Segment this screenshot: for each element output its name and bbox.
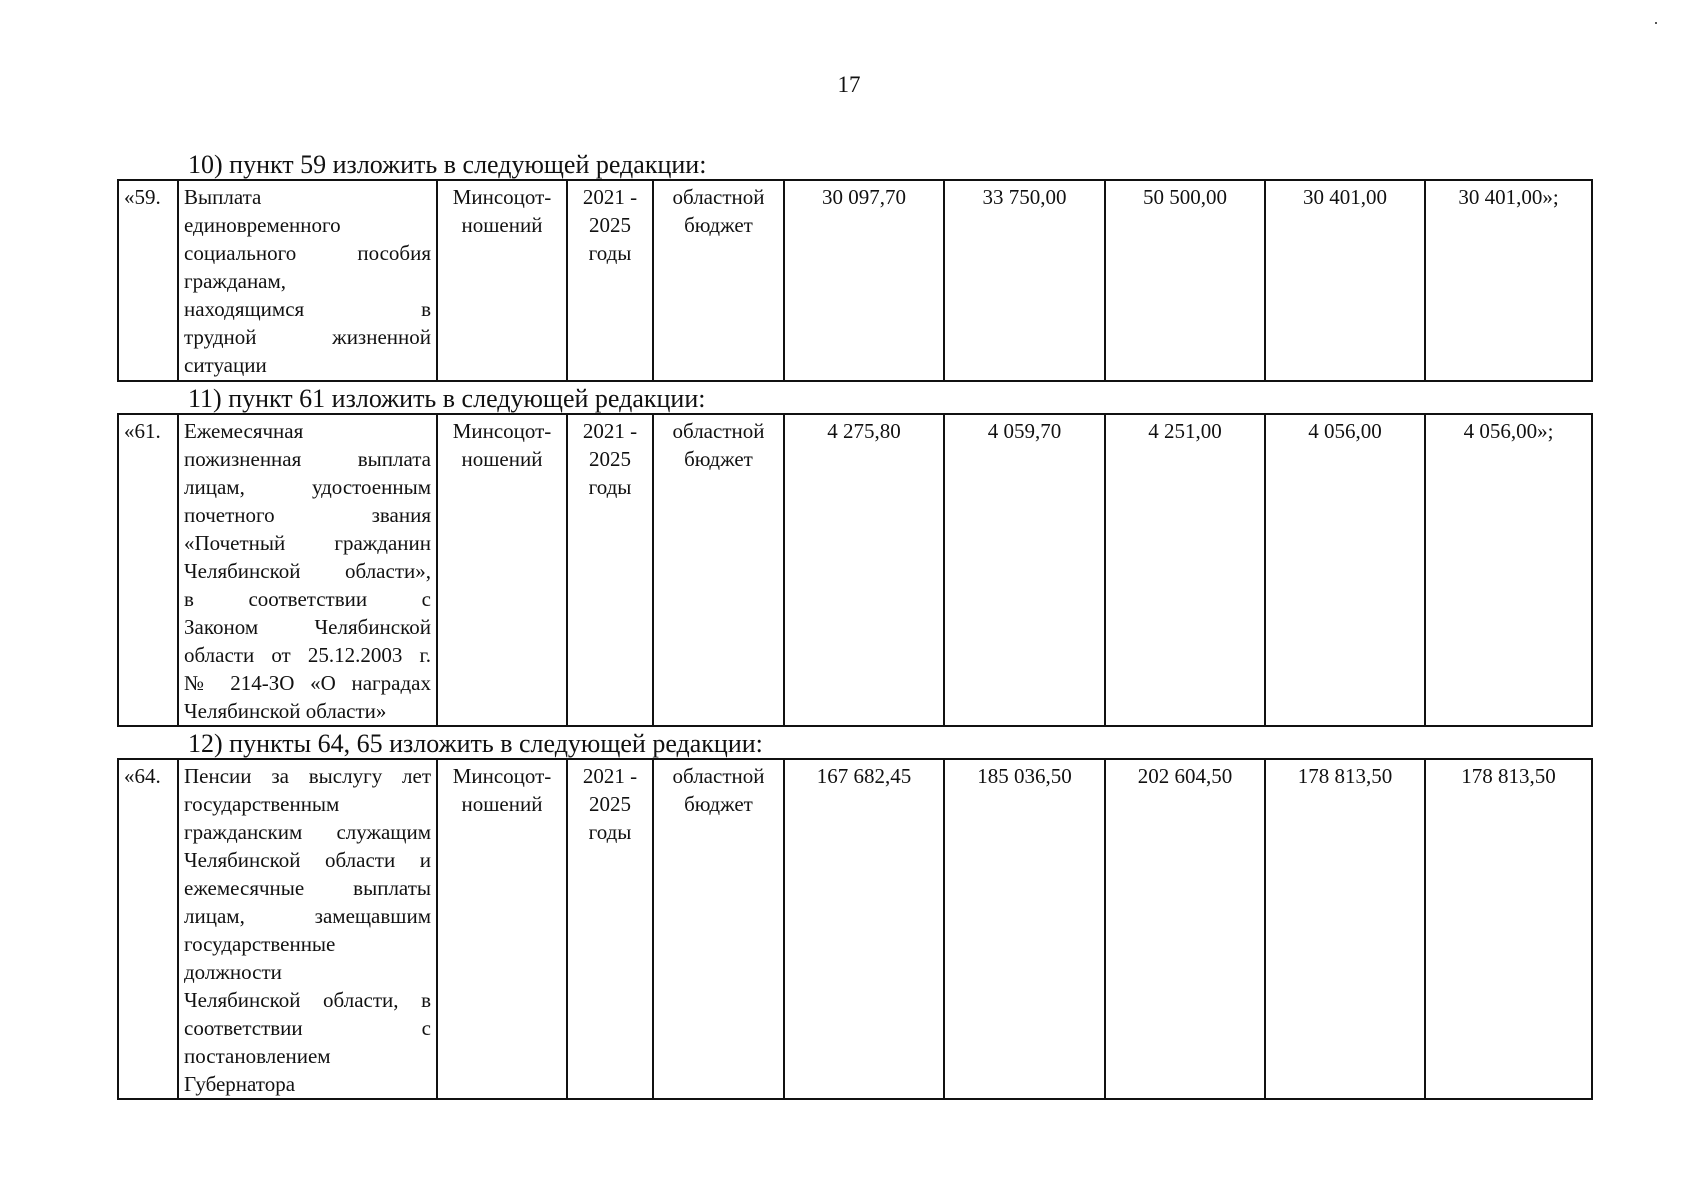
amendment-table: [117, 413, 1593, 727]
period-line: 2025: [589, 792, 631, 816]
description-line: «Почетный гражданин: [184, 531, 431, 555]
amount-cell: 202 604,50: [1105, 759, 1265, 1099]
item-number: «59.: [118, 180, 178, 381]
description-line: должности: [184, 960, 282, 984]
section-heading: 11) пункт 61 изложить в следующей редакции:: [188, 384, 706, 413]
description-line: ситуации: [184, 353, 267, 377]
amount-cell: 50 500,00: [1105, 180, 1265, 381]
section-heading: 10) пункт 59 изложить в следующей редакции:: [188, 150, 707, 179]
description-line: области от 25.12.2003 г.: [184, 643, 431, 667]
funding-source-cell: [653, 759, 784, 1099]
executor-line: Минсоцот-: [452, 419, 552, 443]
description-line: Челябинской области»: [184, 699, 387, 723]
executor-cell: [437, 414, 567, 726]
amount-cell: 4 251,00: [1105, 414, 1265, 726]
description-line: Ежемесячная: [184, 419, 304, 443]
executor-line: ношений: [461, 447, 543, 471]
description-line: пожизненная выплата: [184, 447, 431, 471]
executor-line: Минсоцот-: [452, 185, 552, 209]
description-line: Пенсии за выслугу лет: [184, 764, 431, 788]
executor-line: ношений: [461, 213, 543, 237]
funding-source-cell: [653, 414, 784, 726]
amount-cell: 30 401,00: [1265, 180, 1425, 381]
amount-cell: 4 056,00: [1265, 414, 1425, 726]
executor-cell: [437, 180, 567, 381]
period-line: 2025: [589, 213, 631, 237]
item-number: «61.: [118, 414, 178, 726]
description-line: Выплата: [184, 185, 262, 209]
description-line: государственные: [184, 932, 336, 956]
description-line: № 214-ЗО «О наградах: [184, 671, 431, 695]
table-row: [118, 414, 1592, 726]
item-description: [178, 180, 437, 381]
funding-source-cell: [653, 180, 784, 381]
period-line: 2021 -: [582, 764, 638, 788]
executor-cell: [437, 759, 567, 1099]
table-row: [118, 759, 1592, 1099]
description-line: Челябинской области и: [184, 848, 431, 872]
item-number: «64.: [118, 759, 178, 1099]
funding-source-line: бюджет: [684, 447, 753, 471]
period-line: годы: [588, 475, 632, 499]
description-line: гражданским служащим: [184, 820, 431, 844]
description-line: Челябинской области»,: [184, 559, 431, 583]
executor-line: ношений: [461, 792, 543, 816]
funding-source-line: бюджет: [684, 213, 753, 237]
description-line: Губернатора: [184, 1072, 296, 1096]
item-description: [178, 414, 437, 726]
amount-cell: 4 056,00»;: [1425, 414, 1592, 726]
description-line: лицам, замещавшим: [184, 904, 431, 928]
amount-cell: 167 682,45: [784, 759, 944, 1099]
period-line: 2021 -: [582, 185, 638, 209]
amendment-table: [117, 758, 1593, 1100]
page-number: 17: [837, 72, 861, 97]
amount-cell: 30 097,70: [784, 180, 944, 381]
description-line: в соответствии с: [184, 587, 431, 611]
amount-cell: 178 813,50: [1265, 759, 1425, 1099]
period-cell: [567, 759, 653, 1099]
description-line: находящимся в: [184, 297, 431, 321]
period-line: 2025: [589, 447, 631, 471]
amount-cell: 185 036,50: [944, 759, 1105, 1099]
description-line: трудной жизненной: [184, 325, 431, 349]
description-line: ежемесячные выплаты: [184, 876, 431, 900]
funding-source-line: областной: [672, 185, 765, 209]
description-line: постановлением: [184, 1044, 331, 1068]
funding-source-line: областной: [672, 764, 765, 788]
description-line: государственным: [184, 792, 340, 816]
section-heading: 12) пункты 64, 65 изложить в следующей редакции:: [188, 729, 763, 758]
period-line: годы: [588, 820, 632, 844]
scan-speck: [1655, 22, 1657, 24]
amount-cell: 30 401,00»;: [1425, 180, 1592, 381]
executor-line: Минсоцот-: [452, 764, 552, 788]
amount-cell: 4 059,70: [944, 414, 1105, 726]
description-line: гражданам,: [184, 269, 287, 293]
period-line: 2021 -: [582, 419, 638, 443]
description-line: единовременного: [184, 213, 341, 237]
description-line: Челябинской области, в: [184, 988, 431, 1012]
description-line: соответствии с: [184, 1016, 431, 1040]
description-line: Законом Челябинской: [184, 615, 431, 639]
description-line: лицам, удостоенным: [184, 475, 431, 499]
table-row: [118, 180, 1592, 381]
amount-cell: 4 275,80: [784, 414, 944, 726]
funding-source-line: бюджет: [684, 792, 753, 816]
description-line: социального пособия: [184, 241, 431, 265]
funding-source-line: областной: [672, 419, 765, 443]
amendment-table: [117, 179, 1593, 382]
amount-cell: 178 813,50: [1425, 759, 1592, 1099]
description-line: почетного звания: [184, 503, 431, 527]
period-line: годы: [588, 241, 632, 265]
period-cell: [567, 414, 653, 726]
amount-cell: 33 750,00: [944, 180, 1105, 381]
item-description: [178, 759, 437, 1099]
period-cell: [567, 180, 653, 381]
